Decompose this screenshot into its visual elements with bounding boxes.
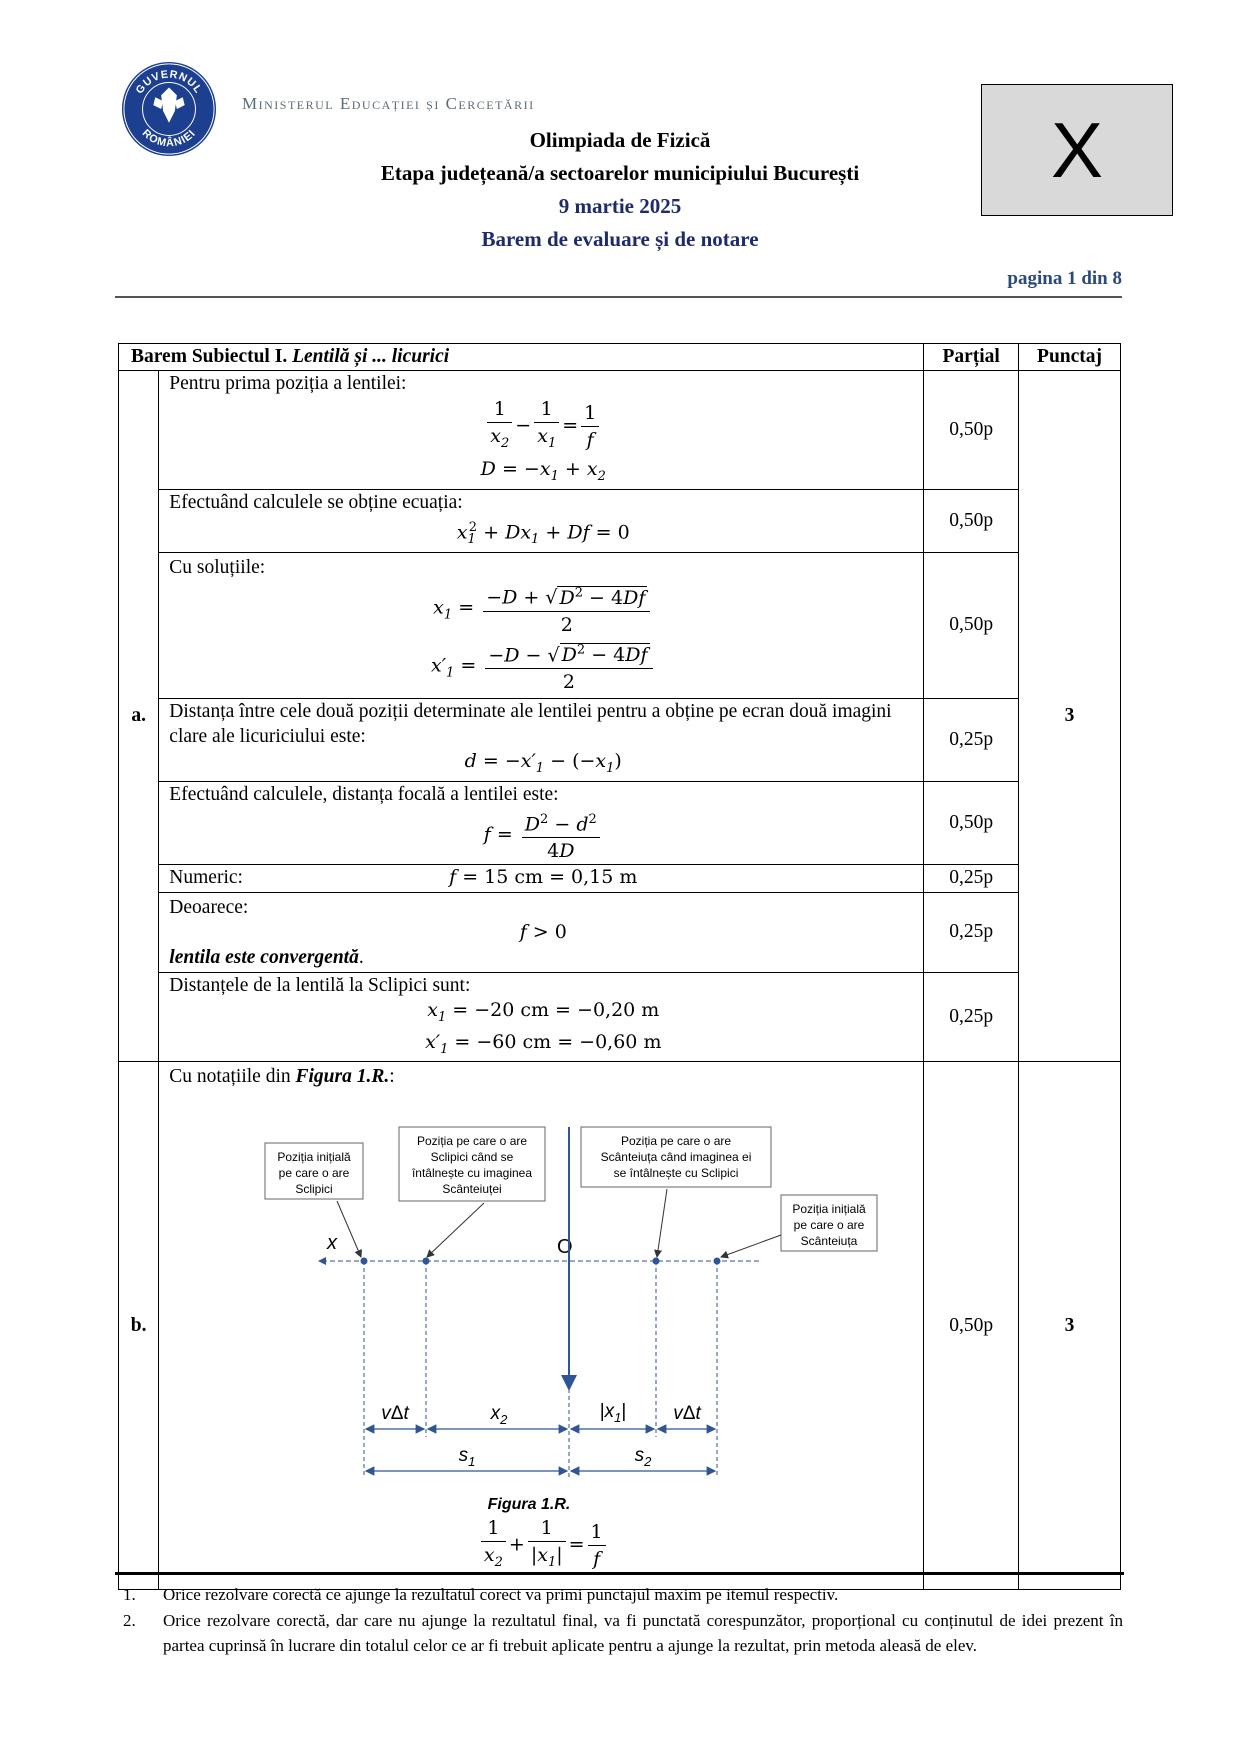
header-divider bbox=[115, 296, 1122, 298]
svg-text:x2: $x_2$ bbox=[490, 1403, 508, 1428]
dimension-labels-1 bbox=[382, 1401, 702, 1427]
callout-initial-scanteiuta bbox=[781, 1195, 877, 1251]
section-a-points: 3 bbox=[1019, 371, 1121, 1062]
table-row bbox=[119, 371, 1121, 490]
grading-table bbox=[118, 343, 1121, 1590]
row-a5-partial: 0,50p bbox=[924, 781, 1019, 864]
svg-text:Sclipici când se: Sclipici când se bbox=[430, 1150, 514, 1165]
svg-text:ROMÂNIEI: ROMÂNIEI bbox=[139, 127, 199, 150]
svg-text:Sclipici: Sclipici bbox=[295, 1182, 333, 1197]
row-a3-partial: 0,50p bbox=[924, 552, 1019, 698]
row-a6-partial: 0,25p bbox=[924, 864, 1019, 892]
footnote-2: 2. Orice rezolvare corectă, dar care nu ajunge la rezultatul final, va fi punctată corespunzător, proporțional cu conținutul de idei prezent în partea cuprinsă în lucrare din totalul celor ce ar fi trebuit aplicate pentru a ajunge la rezultat, prin metoda aleasă de elev. bbox=[123, 1611, 1123, 1655]
points-column-header: Punctaj bbox=[1019, 344, 1121, 371]
table-row bbox=[119, 972, 1121, 1062]
row-b1-content: Cu notațiile din Figura 1.R.: Poziția inițială pe care o are Sclipici Poziția pe care o are Sclipici când se întâlnește cu imaginea Scânteiuței Poziția pe care o are Scânteiuța când imaginea ei se întâlnește cu Sclipici Poziția inițială pe care o are Scânteiuța x O vΔt $x_2$ $|x_1|$ vΔt $s_1$ $s_2$ Figura 1.R. $\frac{1}{x_2}$ + $\frac{1}{|x_1|}$ = $\frac{1}{f}$ bbox=[159, 1062, 924, 1590]
table-row bbox=[119, 892, 1121, 972]
row-a2-content: Efectuând calculele se obține ecuația: $x_1^2 + Dx_1 + Df = 0$ bbox=[159, 489, 924, 552]
svg-text:Poziția pe care o are: Poziția pe care o are bbox=[417, 1134, 528, 1149]
row-a1-content: Pentru prima poziția a lentilei: $\frac{1}{x_2}$ − $\frac{1}{x_1}$ = $\frac{1}{f}$ $D = -x_1 + x_2$ bbox=[159, 371, 924, 490]
exam-date: 9 martie 2025 bbox=[558, 194, 682, 218]
callout-arrow bbox=[427, 1203, 484, 1257]
table-row bbox=[119, 489, 1121, 552]
svg-text:GUVERNUL: GUVERNUL bbox=[133, 68, 205, 97]
row-a8-content: Distanțele de la lentilă la Sclipici sunt: $x_1 = -20$ cm = −0,20 m $x'_1 = -60$ cm = −0,60 m bbox=[159, 972, 924, 1062]
svg-text:vΔt: vΔt bbox=[673, 1403, 702, 1425]
table-row bbox=[119, 552, 1121, 698]
row-a3-content: Cu soluțiile: $x_1$ = $\frac{-D + √ D^2 - 4Df}{2}$ $x'_1$ = $\frac{-D - √ D^2 - 4Df}{2}$ bbox=[159, 552, 924, 698]
row-a7-partial: 0,25p bbox=[924, 892, 1019, 972]
table-row bbox=[119, 781, 1121, 864]
footer-divider bbox=[115, 1572, 1124, 1575]
origin-label: O bbox=[557, 1236, 573, 1259]
table-row bbox=[119, 1062, 1121, 1590]
svg-text:Poziția pe care o are: Poziția pe care o are bbox=[621, 1134, 732, 1149]
stage-title: Etapa județeană/a sectoarelor municipiului București bbox=[380, 161, 860, 185]
svg-text:Scânteiuța: Scânteiuța bbox=[800, 1234, 858, 1249]
row-a4-content: Distanța între cele două poziții determinate ale lentilei pentru a obține pe ecran două imagini clare ale licuriciului este: $d = -x'_1 - (-x_1)$ bbox=[159, 698, 924, 781]
row-a5-content: Efectuând calculele, distanța focală a lentilei este: f = $\frac{D^2 - d^2}{4D}$ bbox=[159, 781, 924, 864]
government-seal-logo bbox=[120, 60, 218, 158]
svg-text:Poziția inițială: Poziția inițială bbox=[277, 1150, 351, 1165]
svg-text:s2: $s_2$ bbox=[634, 1445, 652, 1470]
row-a8-partial: 0,25p bbox=[924, 972, 1019, 1062]
grade-box: X bbox=[981, 84, 1173, 216]
svg-text:vΔt: vΔt bbox=[381, 1403, 410, 1425]
callout-scanteiuta-meeting bbox=[581, 1127, 771, 1187]
ministry-name: Ministerul Educației și Cercetării bbox=[242, 94, 535, 113]
dimension-labels-2 bbox=[459, 1445, 653, 1469]
section-a-label: a. bbox=[119, 371, 159, 1062]
figure-1r-diagram bbox=[159, 1089, 899, 1519]
callout-arrow bbox=[721, 1235, 781, 1257]
svg-text:Scânteiuței: Scânteiuței bbox=[442, 1182, 502, 1197]
callout-initial-sclipici bbox=[265, 1143, 363, 1199]
x-axis-label: x bbox=[327, 1232, 338, 1255]
callout-sclipici-meeting bbox=[399, 1127, 545, 1201]
svg-text:întâlnește cu imaginea: întâlnește cu imaginea bbox=[412, 1166, 533, 1181]
svg-text:pe care o are: pe care o are bbox=[793, 1218, 865, 1233]
guide-lines bbox=[364, 1261, 717, 1477]
figure-caption: Figura 1.R. bbox=[487, 1496, 571, 1514]
row-a1-partial: 0,50p bbox=[924, 371, 1019, 490]
table-row bbox=[119, 698, 1121, 781]
partial-column-header: Parțial bbox=[924, 344, 1019, 371]
svg-text:Scânteiuța când imaginea ei: Scânteiuța când imaginea ei bbox=[600, 1150, 752, 1165]
table-row bbox=[119, 864, 1121, 892]
svg-text:|x1|: $|x_1|$ bbox=[599, 1401, 627, 1426]
page-number: pagina 1 din 8 bbox=[1007, 268, 1122, 289]
svg-text:se întâlnește cu Sclipici: se întâlnește cu Sclipici bbox=[613, 1166, 739, 1181]
svg-text:Poziția inițială: Poziția inițială bbox=[792, 1202, 866, 1217]
row-a7-content: Deoarece: f > 0 lentila este convergentă. bbox=[159, 892, 924, 972]
svg-text:pe care o are: pe care o are bbox=[278, 1166, 350, 1181]
row-b1-partial: 0,50p bbox=[924, 1062, 1019, 1590]
section-b-points: 3 bbox=[1019, 1062, 1121, 1590]
olympiad-title: Olimpiada de Fizică bbox=[529, 128, 711, 152]
row-a2-partial: 0,50p bbox=[924, 489, 1019, 552]
svg-text:s1: $s_1$ bbox=[458, 1445, 476, 1470]
row-a4-partial: 0,25p bbox=[924, 698, 1019, 781]
callout-arrow bbox=[337, 1201, 361, 1257]
document-type: Barem de evaluare și de notare bbox=[481, 227, 759, 251]
table-title: Barem Subiectul I. Lentilă și ... licurici bbox=[119, 344, 924, 371]
row-a6-content: Numeric: f = 15 cm = 0,15 m bbox=[159, 864, 924, 892]
section-b-label: b. bbox=[119, 1062, 159, 1590]
table-header-row bbox=[119, 344, 1121, 371]
footnote-1: 1. Orice rezolvare corectă ce ajunge la rezultatul corect va primi punctajul maxim pe itemul respectiv. bbox=[123, 1585, 839, 1604]
callout-arrow bbox=[657, 1189, 667, 1257]
